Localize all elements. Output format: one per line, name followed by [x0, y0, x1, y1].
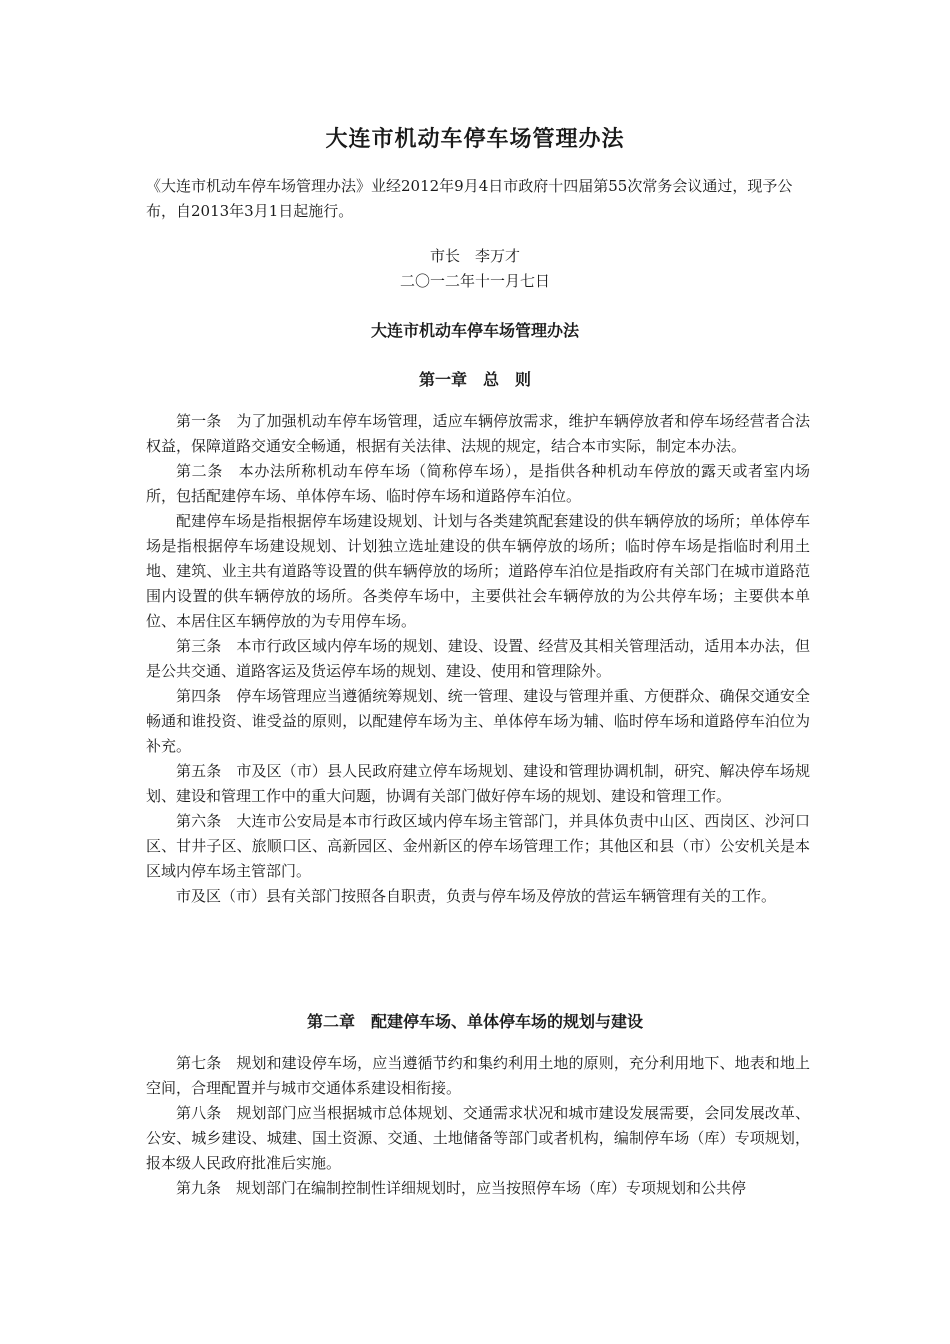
article-text: 本市行政区域内停车场的规划、建设、设置、经营及其相关管理活动，适用本办法，但是公共交通、道路客运及货运停车场的规划、建设、使用和管理除外。: [146, 637, 810, 680]
article-3: [146, 634, 810, 684]
article-1: [146, 409, 810, 459]
article-9: [146, 1176, 810, 1201]
document-subtitle: 大连市机动车停车场管理办法: [370, 321, 579, 340]
article-text: 大连市公安局是本市行政区域内停车场主管部门，并具体负责中山区、西岗区、沙河口区、甘井子区、旅顺口区、高新园区、金州新区的停车场管理工作；其他区和县（市）公安机关是本区域内停车场主管部门。: [146, 812, 810, 880]
article-label: 第八条: [176, 1104, 222, 1122]
article-8: [146, 1101, 810, 1176]
chapter-1-heading: 第一章 总 则: [418, 370, 531, 389]
article-label: 第三条: [176, 637, 222, 655]
chapter-2-heading: 第二章 配建停车场、单体停车场的规划与建设: [306, 1012, 643, 1031]
article-2-continued: 配建停车场是指根据停车场建设规划、计划与各类建筑配套建设的供车辆停放的场所；单体停车场是指根据停车场建设规划、计划独立选址建设的供车辆停放的场所；临时停车场是指临时利用土地、建筑、业主共有道路等设置的供车辆停放的场所；道路停车泊位是指政府有关部门在城市道路范围内设置的供车辆停放的场所。各类停车场中，主要供社会车辆停放的为公共停车场；主要供本单位、本居住区车辆停放的为专用停车场。: [146, 512, 810, 630]
article-text: 停车场管理应当遵循统筹规划、统一管理、建设与管理并重、方便群众、确保交通安全畅通和谁投资、谁受益的原则，以配建停车场为主、单体停车场为辅、临时停车场和道路停车泊位为补充。: [146, 687, 810, 755]
article-label: 第九条: [176, 1179, 222, 1197]
intro-paragraph: [146, 174, 810, 224]
article-label: 第一条: [176, 412, 222, 430]
article-label: 第二条: [176, 462, 223, 480]
article-label: 第七条: [176, 1054, 222, 1072]
signature-title: 市长: [429, 247, 460, 265]
article-label: 第四条: [176, 687, 222, 705]
article-7: [146, 1051, 810, 1101]
intro-text: 《大连市机动车停车场管理办法》业经2012年9月4日市政府十四届第55次常务会议通过，现予公布，自2013年3月1日起施行。: [146, 177, 793, 220]
document-title: 大连市机动车停车场管理办法: [325, 127, 625, 152]
article-text: 规划部门在编制控制性详细规划时，应当按照停车场（库）专项规划和公共停: [236, 1179, 747, 1197]
signature-name: 李万才: [475, 247, 521, 265]
article-label: 第五条: [176, 762, 222, 780]
chapter-2-body: [146, 1051, 810, 1201]
article-text: 本办法所称机动车停车场（简称停车场），是指供各种机动车停放的露天或者室内场所，包括配建停车场、单体停车场、临时停车场和道路停车泊位。: [146, 462, 810, 505]
chapter-1-body: [146, 409, 810, 909]
signature-line: [0, 244, 950, 269]
article-text: 规划和建设停车场，应当遵循节约和集约利用土地的原则，充分利用地下、地表和地上空间，合理配置并与城市交通体系建设相衔接。: [146, 1054, 810, 1097]
article-5: [146, 759, 810, 809]
article-label: 第六条: [176, 812, 222, 830]
signature-date: 二〇一二年十一月七日: [399, 272, 550, 290]
article-6: [146, 809, 810, 884]
article-text: 市及区（市）县人民政府建立停车场规划、建设和管理协调机制，研究、解决停车场规划、建设和管理工作中的重大问题，协调有关部门做好停车场的规划、建设和管理工作。: [146, 762, 810, 805]
article-text: 为了加强机动车停车场管理，适应车辆停放需求，维护车辆停放者和停车场经营者合法权益，保障道路交通安全畅通，根据有关法律、法规的规定，结合本市实际，制定本办法。: [146, 412, 810, 455]
article-6-continued: 市及区（市）县有关部门按照各自职责，负责与停车场及停放的营运车辆管理有关的工作。: [176, 887, 777, 905]
article-2: [146, 459, 810, 509]
article-4: [146, 684, 810, 759]
article-text: 规划部门应当根据城市总体规划、交通需求状况和城市建设发展需要，会同发展改革、公安、城乡建设、城建、国土资源、交通、土地储备等部门或者机构，编制停车场（库）专项规划，报本级人民政府批准后实施。: [146, 1104, 810, 1172]
